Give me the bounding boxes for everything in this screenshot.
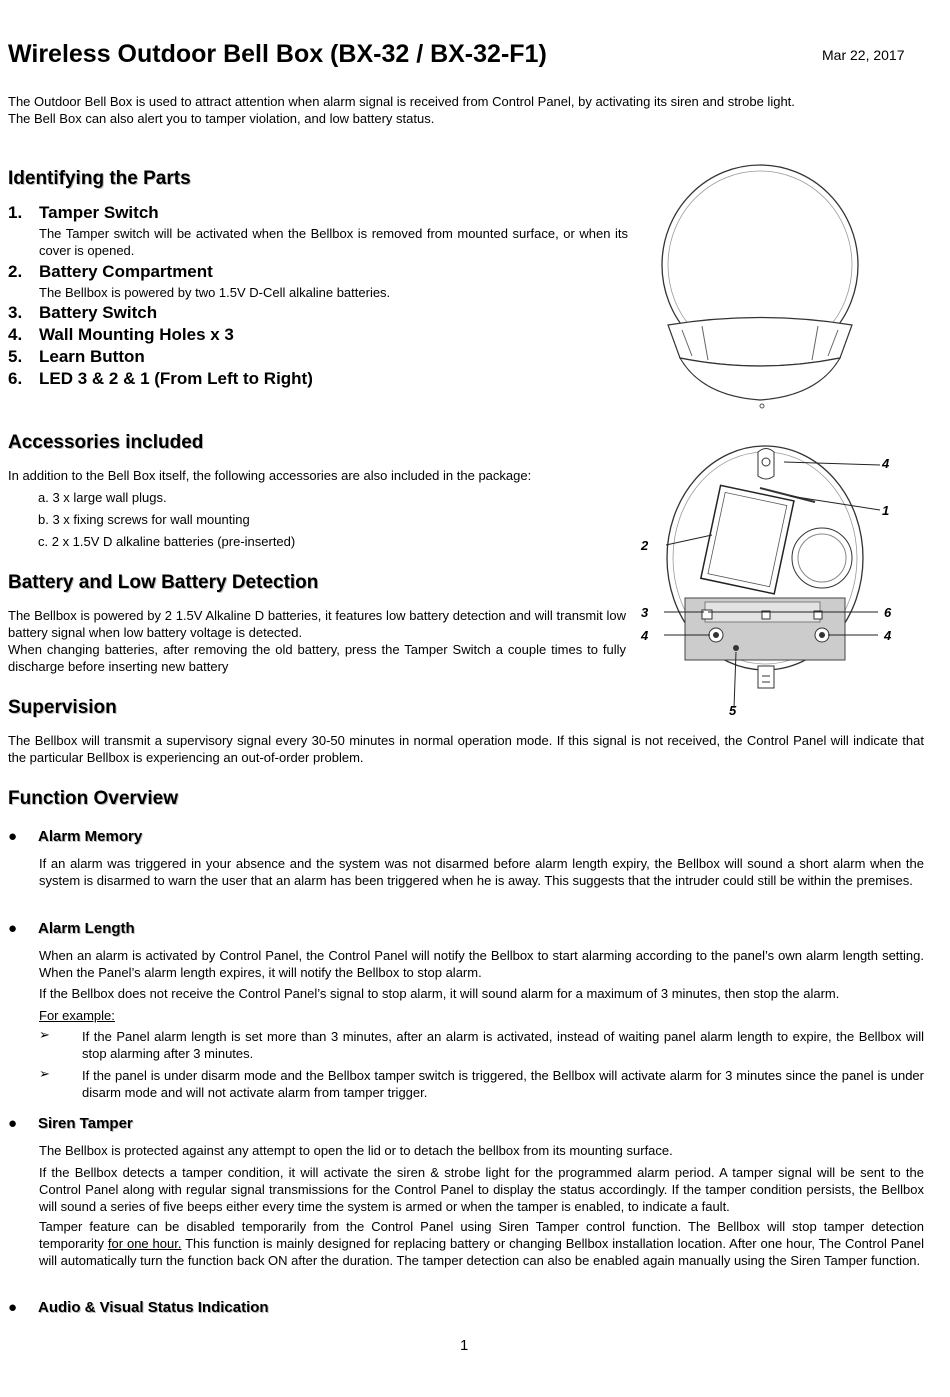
bellbox-interior-diagram — [640, 440, 900, 720]
bullet-icon: ● — [8, 1115, 18, 1132]
part-description: The Tamper switch will be activated when the Bellbox is removed from mounted surface, or when its cover is opened. — [39, 226, 628, 258]
accessories-list — [38, 489, 295, 555]
bellbox-exterior-illustration — [640, 160, 880, 415]
siren-tamper-text-1: The Bellbox is protected against any attempt to open the lid or to detach the bellbox from its mounting surface. — [39, 1143, 673, 1158]
page-number: 1 — [460, 1337, 469, 1354]
parts-heading: Identifying the Parts — [8, 168, 191, 189]
document-date: Mar 22, 2017 — [822, 47, 905, 63]
intro-text — [8, 93, 928, 127]
accessories-heading: Accessories included — [8, 432, 204, 453]
accessory-item: c. 2 x 1.5V D alkaline batteries (pre-inserted) — [38, 534, 296, 549]
callout-label: 1 — [882, 503, 890, 518]
example-2-text: If the panel is under disarm mode and the Bellbox tamper switch is triggered, the Bellbox will activate alarm for 3 minutes since the panel is under disarm mode and will not activate alarm from tamper trigger. — [82, 1068, 924, 1100]
part-item: 3. Battery Switch — [8, 303, 158, 322]
part-label: Learn Button — [39, 347, 145, 366]
battery-para-1: The Bellbox is powered by 2 1.5V Alkaline D batteries, it features low battery detection and will transmit low battery signal when low battery voltage is detected. — [8, 608, 626, 640]
intro-line-2: The Bell Box can also alert you to tamper violation, and low battery status. — [8, 111, 435, 126]
part-item: 5. Learn Button — [8, 347, 145, 366]
accessory-item: a. 3 x large wall plugs. — [38, 490, 167, 505]
bullet-icon: ● — [8, 1299, 18, 1316]
alarm-length-text-1: When an alarm is activated by Control Panel, the Control Panel will notify the Bellbox to start alarming according to the panel’s own alarm length setting. When the Panel’s alarm length expires, it will notify the Bellbox to stop alarm. — [39, 948, 924, 980]
bullet-icon: ● — [8, 828, 18, 845]
bullet-icon: ● — [8, 920, 18, 937]
arrow-bullet-icon: ➢ — [39, 1027, 50, 1042]
battery-heading: Battery and Low Battery Detection — [8, 572, 319, 593]
alarm-memory-heading: Alarm Memory — [38, 828, 143, 845]
part-label: LED 3 & 2 & 1 (From Left to Right) — [39, 369, 313, 388]
alarm-length-heading: Alarm Length — [38, 920, 135, 937]
part-label: Tamper Switch — [39, 203, 159, 222]
callout-label: 6 — [884, 605, 892, 620]
example-1-text: If the Panel alarm length is set more than 3 minutes, after an alarm is activated, instead of waiting panel alarm length to expire, the Bellbox will stop alarming after 3 minutes. — [82, 1029, 924, 1061]
siren-tamper-text-3: Tamper feature can be disabled temporarily from the Control Panel using Siren Tamper control function. The Bellbox will stop tamper detection temporarity for one hour. This function is mainly designed for replacing battery or changing Bellbox installation location. After one hour, The Control Panel will automatically turn the function back ON after the duration. The tamper detection can also be enabled again manually using the Siren Tamper function. — [39, 1219, 924, 1268]
part-description: The Bellbox is powered by two 1.5V D-Cell alkaline batteries. — [39, 285, 391, 300]
callout-label: 4 — [641, 628, 649, 643]
accessory-item: b. 3 x fixing screws for wall mounting — [38, 512, 250, 527]
supervision-text: The Bellbox will transmit a supervisory signal every 30-50 minutes in normal operation mode. If this signal is not received, the Control Panel will indicate that the particular Bellbox is experiencing an out-of-order problem. — [8, 733, 924, 765]
accessories-intro: In addition to the Bell Box itself, the following accessories are also included in the package: — [8, 468, 532, 483]
function-heading: Function Overview — [8, 788, 178, 809]
siren-tamper-heading: Siren Tamper — [38, 1115, 133, 1132]
battery-text — [8, 607, 626, 675]
callout-label: 2 — [641, 538, 649, 553]
siren-tamper-text-2: If the Bellbox detects a tamper condition, it will activate the siren & strobe light for the programmed alarm period. A tamper signal will be sent to the Control Panel along with regular signal transmissions for the Control Panel to display the status accordingly. If the tamper condition persists, the Bellbox will sound a series of five beeps either every time the system is armed or when the tamper is enabled, to indicate a fault. — [39, 1165, 924, 1214]
arrow-bullet-icon: ➢ — [39, 1066, 50, 1081]
audio-visual-heading: Audio & Visual Status Indication — [38, 1299, 269, 1316]
callout-label: 3 — [641, 605, 649, 620]
alarm-memory-text: If an alarm was triggered in your absence and the system was not disarmed before alarm length expiry, the Bellbox will sound a short alarm when the system is disarmed to warn the user that an alarm has been triggered when he is away. This suggests that the intruder could still be within the premises. — [39, 856, 924, 888]
callout-label: 5 — [729, 703, 737, 718]
part-label: Battery Compartment — [39, 262, 213, 281]
part-label: Battery Switch — [39, 303, 158, 322]
intro-line-1: The Outdoor Bell Box is used to attract attention when alarm signal is received from Control Panel, by activating its siren and strobe light. — [8, 94, 795, 109]
callout-label: 4 — [884, 628, 892, 643]
part-item: 6. LED 3 & 2 & 1 (From Left to Right) — [8, 369, 313, 388]
part-item: 1. Tamper Switch — [8, 203, 159, 222]
page-title: Wireless Outdoor Bell Box (BX-32 / BX-32-F1) — [8, 40, 547, 68]
parts-list — [8, 203, 628, 391]
part-item: 4. Wall Mounting Holes x 3 — [8, 325, 234, 344]
example-label: For example: — [39, 1008, 115, 1023]
alarm-length-text-2: If the Bellbox does not receive the Control Panel’s signal to stop alarm, it will sound alarm for a maximum of 3 minutes, then stop the alarm. — [39, 986, 840, 1001]
part-label: Wall Mounting Holes x 3 — [39, 325, 234, 344]
callout-label: 4 — [882, 456, 890, 471]
battery-para-2: When changing batteries, after removing the old battery, press the Tamper Switch a couple times to fully discharge before inserting new battery — [8, 642, 626, 674]
one-hour-underlined: for one hour. — [107, 1236, 182, 1251]
part-item: 2. Battery Compartment — [8, 262, 213, 281]
supervision-heading: Supervision — [8, 697, 117, 718]
